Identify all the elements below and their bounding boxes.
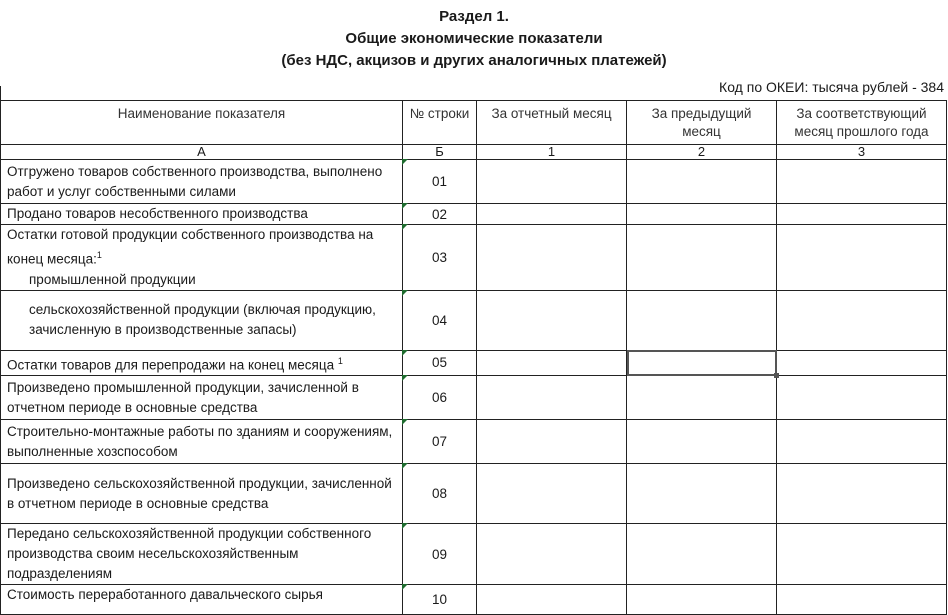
cell-last-year[interactable] — [777, 376, 947, 420]
table-row — [1, 204, 947, 225]
cell-current[interactable] — [477, 585, 627, 615]
cell-current[interactable] — [477, 420, 627, 464]
row-number: 01 — [403, 160, 477, 204]
table-row — [1, 225, 947, 291]
section-label: Раздел 1. — [439, 8, 509, 25]
cell-previous[interactable] — [627, 160, 777, 204]
header-row-number: № строки — [403, 101, 477, 145]
section-subtitle: (без НДС, акцизов и других аналогичных платежей) — [281, 52, 667, 69]
row-number: 06 — [403, 376, 477, 420]
cell-current[interactable] — [477, 464, 627, 524]
row-name: Строительно-монтажные работы по зданиям и сооружениям, выполненные хозспособом — [1, 420, 403, 464]
table-row — [1, 524, 947, 585]
row-name: Произведено промышленной продукции, зачисленной в отчетном периоде в основные средства — [1, 376, 403, 420]
row-name: Стоимость переработанного давальческого сырья — [1, 585, 403, 615]
cell-last-year[interactable] — [777, 524, 947, 585]
cell-last-year[interactable] — [777, 420, 947, 464]
cell-last-year[interactable] — [777, 204, 947, 225]
row-number: 08 — [403, 464, 477, 524]
section-title: Общие экономические показатели — [345, 30, 603, 47]
table-row — [1, 290, 947, 350]
row-name: Произведено сельскохозяйственной продукции, зачисленной в отчетном периоде в основные средства — [1, 464, 403, 524]
row-number: 05 — [403, 350, 477, 376]
footnote-mark: 1 — [337, 355, 343, 366]
table-row — [1, 585, 947, 615]
row-name-text: Остатки товаров для перепродажи на конец месяца — [7, 357, 335, 372]
header-previous-month: За предыдущий месяц — [627, 101, 777, 145]
row-name-text: сельскохозяйственной продукции (включая продукцию, зачисленную в производственные запасы) — [29, 302, 376, 337]
table-row — [1, 350, 947, 376]
row-name — [1, 290, 403, 350]
cell-last-year[interactable] — [777, 160, 947, 204]
cell-previous[interactable] — [627, 290, 777, 350]
cell-last-year[interactable] — [777, 225, 947, 291]
cell-current[interactable] — [477, 290, 627, 350]
cell-previous[interactable] — [627, 464, 777, 524]
cell-current[interactable] — [477, 204, 627, 225]
row-name — [1, 350, 403, 376]
header-name: Наименование показателя — [1, 101, 403, 145]
letter-a: А — [1, 145, 403, 160]
row-number: 09 — [403, 524, 477, 585]
cell-previous-selected[interactable] — [627, 350, 777, 376]
table-row — [1, 464, 947, 524]
letter-3: 3 — [777, 145, 947, 160]
cell-current[interactable] — [477, 225, 627, 291]
cell-previous[interactable] — [627, 585, 777, 615]
letter-1: 1 — [477, 145, 627, 160]
indicators-table — [0, 100, 947, 615]
cell-current[interactable] — [477, 160, 627, 204]
cell-last-year[interactable] — [777, 585, 947, 615]
cell-previous[interactable] — [627, 420, 777, 464]
header-current-month: За отчетный месяц — [477, 101, 627, 145]
row-number: 10 — [403, 585, 477, 615]
table-row — [1, 376, 947, 420]
row-number: 03 — [403, 225, 477, 291]
letter-2: 2 — [627, 145, 777, 160]
cell-previous[interactable] — [627, 225, 777, 291]
cell-previous[interactable] — [627, 376, 777, 420]
row-name: Отгружено товаров собственного производства, выполнено работ и услуг собственными силами — [1, 160, 403, 204]
row-name: Продано товаров несобственного производства — [1, 204, 403, 225]
cell-current[interactable] — [477, 350, 627, 376]
column-letters-row — [1, 145, 947, 160]
cell-current[interactable] — [477, 376, 627, 420]
okei-code: Код по ОКЕИ: тысяча рублей - 384 — [719, 79, 944, 95]
row-subname: промышленной продукции — [29, 271, 196, 287]
row-number: 02 — [403, 204, 477, 225]
row-name — [1, 225, 403, 291]
cell-previous[interactable] — [627, 524, 777, 585]
row-number: 04 — [403, 290, 477, 350]
row-number: 07 — [403, 420, 477, 464]
cell-last-year[interactable] — [777, 290, 947, 350]
footnote-mark: 1 — [96, 250, 102, 260]
cell-last-year[interactable] — [777, 350, 947, 376]
table-row — [1, 160, 947, 204]
row-name-text: Остатки готовой продукции собственного производства на конец месяца: — [7, 227, 374, 267]
row-name: Передано сельскохозяйственной продукции собственного производства своим несельскохозяйственным подразделениям — [1, 524, 403, 585]
cell-last-year[interactable] — [777, 464, 947, 524]
letter-b: Б — [403, 145, 477, 160]
cell-previous[interactable] — [627, 204, 777, 225]
table-row — [1, 420, 947, 464]
cell-current[interactable] — [477, 524, 627, 585]
table-header-row — [1, 101, 947, 145]
header-last-year-month: За соответствующий месяц прошлого года — [777, 101, 947, 145]
